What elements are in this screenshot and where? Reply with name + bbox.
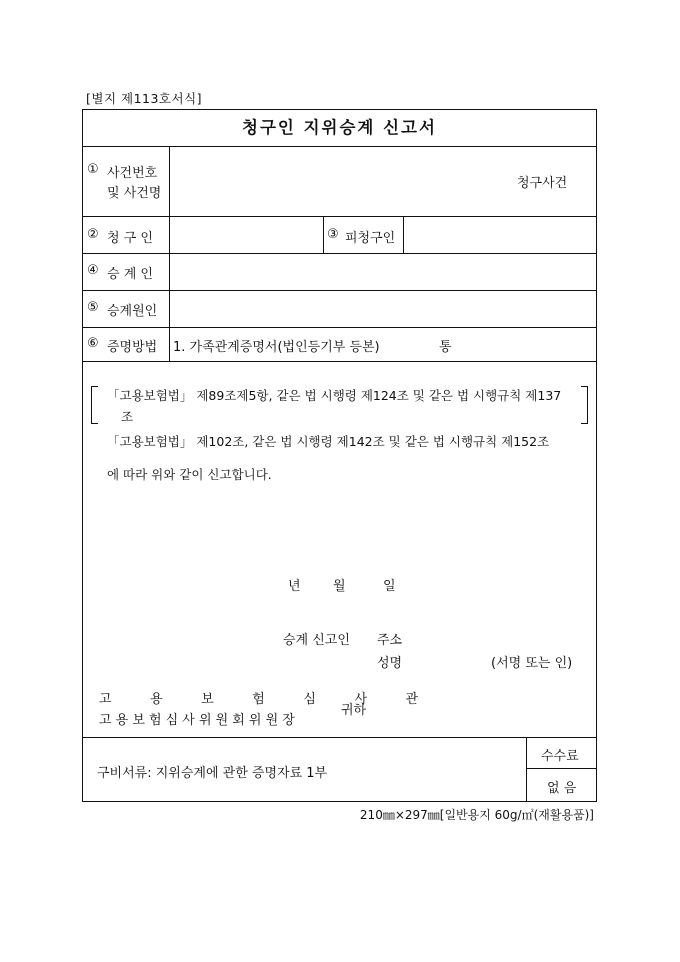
- signer-role: 승계 신고인: [283, 633, 350, 648]
- proof-marker: ⑥: [87, 336, 99, 351]
- respondent-label: 피청구인: [345, 231, 396, 246]
- case-label-line1: 사건번호: [107, 166, 158, 181]
- left-bracket: [91, 386, 98, 424]
- proof-value: 1. 가족관계증명서(법인등기부 등본): [173, 340, 380, 355]
- paper-size-note: 210㎜×297㎜[일반용지 60g/㎡(재활용품)]: [359, 808, 594, 822]
- law-reference-1: 「고용보험법」 제89조제5항, 같은 법 시행령 제124조 및 같은 법 시행규칙 제137: [107, 388, 562, 403]
- recipient-committee: 고용보험심사위원회위원장: [99, 713, 299, 728]
- claimant-label: 청 구 인: [107, 231, 153, 246]
- cause-input[interactable]: [175, 296, 585, 322]
- footer-divider: [83, 737, 596, 738]
- fee-value: 없 음: [547, 781, 577, 796]
- cause-marker: ⑤: [87, 300, 99, 315]
- cause-label: 승계원인: [107, 304, 158, 319]
- successor-label: 승 계 인: [107, 267, 153, 282]
- fee-label: 수수료: [541, 749, 579, 764]
- right-bracket: [581, 386, 588, 424]
- recipient-examiner: 고 용 보 험 심 사 관: [99, 692, 436, 707]
- signer-name-label: 성명: [377, 656, 403, 671]
- claimant-input[interactable]: [175, 222, 319, 248]
- closing-statement: 에 따라 위와 같이 신고합니다.: [107, 467, 272, 482]
- proof-label: 증명방법: [107, 340, 158, 355]
- proof-divider: [169, 327, 170, 361]
- date-year: 년: [288, 579, 301, 594]
- date-day: 일: [383, 579, 396, 594]
- law-reference-1-end: 조: [121, 409, 134, 424]
- successor-input[interactable]: [175, 259, 585, 285]
- case-label-line2: 및 사건명: [107, 186, 162, 201]
- recipient-suffix: 귀하: [341, 703, 367, 718]
- claimant-divider: [323, 217, 324, 253]
- date-month: 월: [333, 579, 346, 594]
- respondent-input[interactable]: [409, 222, 589, 248]
- form-number: [별지 제113호서식]: [86, 91, 203, 106]
- signer-address-label: 주소: [377, 633, 403, 648]
- form-title: 청구인 지위승계 신고서: [242, 118, 437, 137]
- proof-unit: 통: [439, 340, 452, 355]
- successor-marker: ④: [87, 263, 99, 278]
- case-number-marker: ①: [87, 162, 99, 177]
- claimant-marker: ②: [87, 227, 99, 242]
- law-reference-2: 「고용보험법」 제102조, 같은 법 시행령 제142조 및 같은 법 시행규칙 제152조: [107, 434, 550, 449]
- signature-note: (서명 또는 인): [491, 656, 573, 671]
- respondent-divider: [403, 217, 404, 253]
- case-value: 청구사건: [517, 176, 568, 191]
- required-documents: 구비서류: 지위승계에 관한 증명자료 1부: [97, 766, 328, 781]
- report-form: [82, 109, 597, 802]
- respondent-marker: ③: [327, 227, 339, 242]
